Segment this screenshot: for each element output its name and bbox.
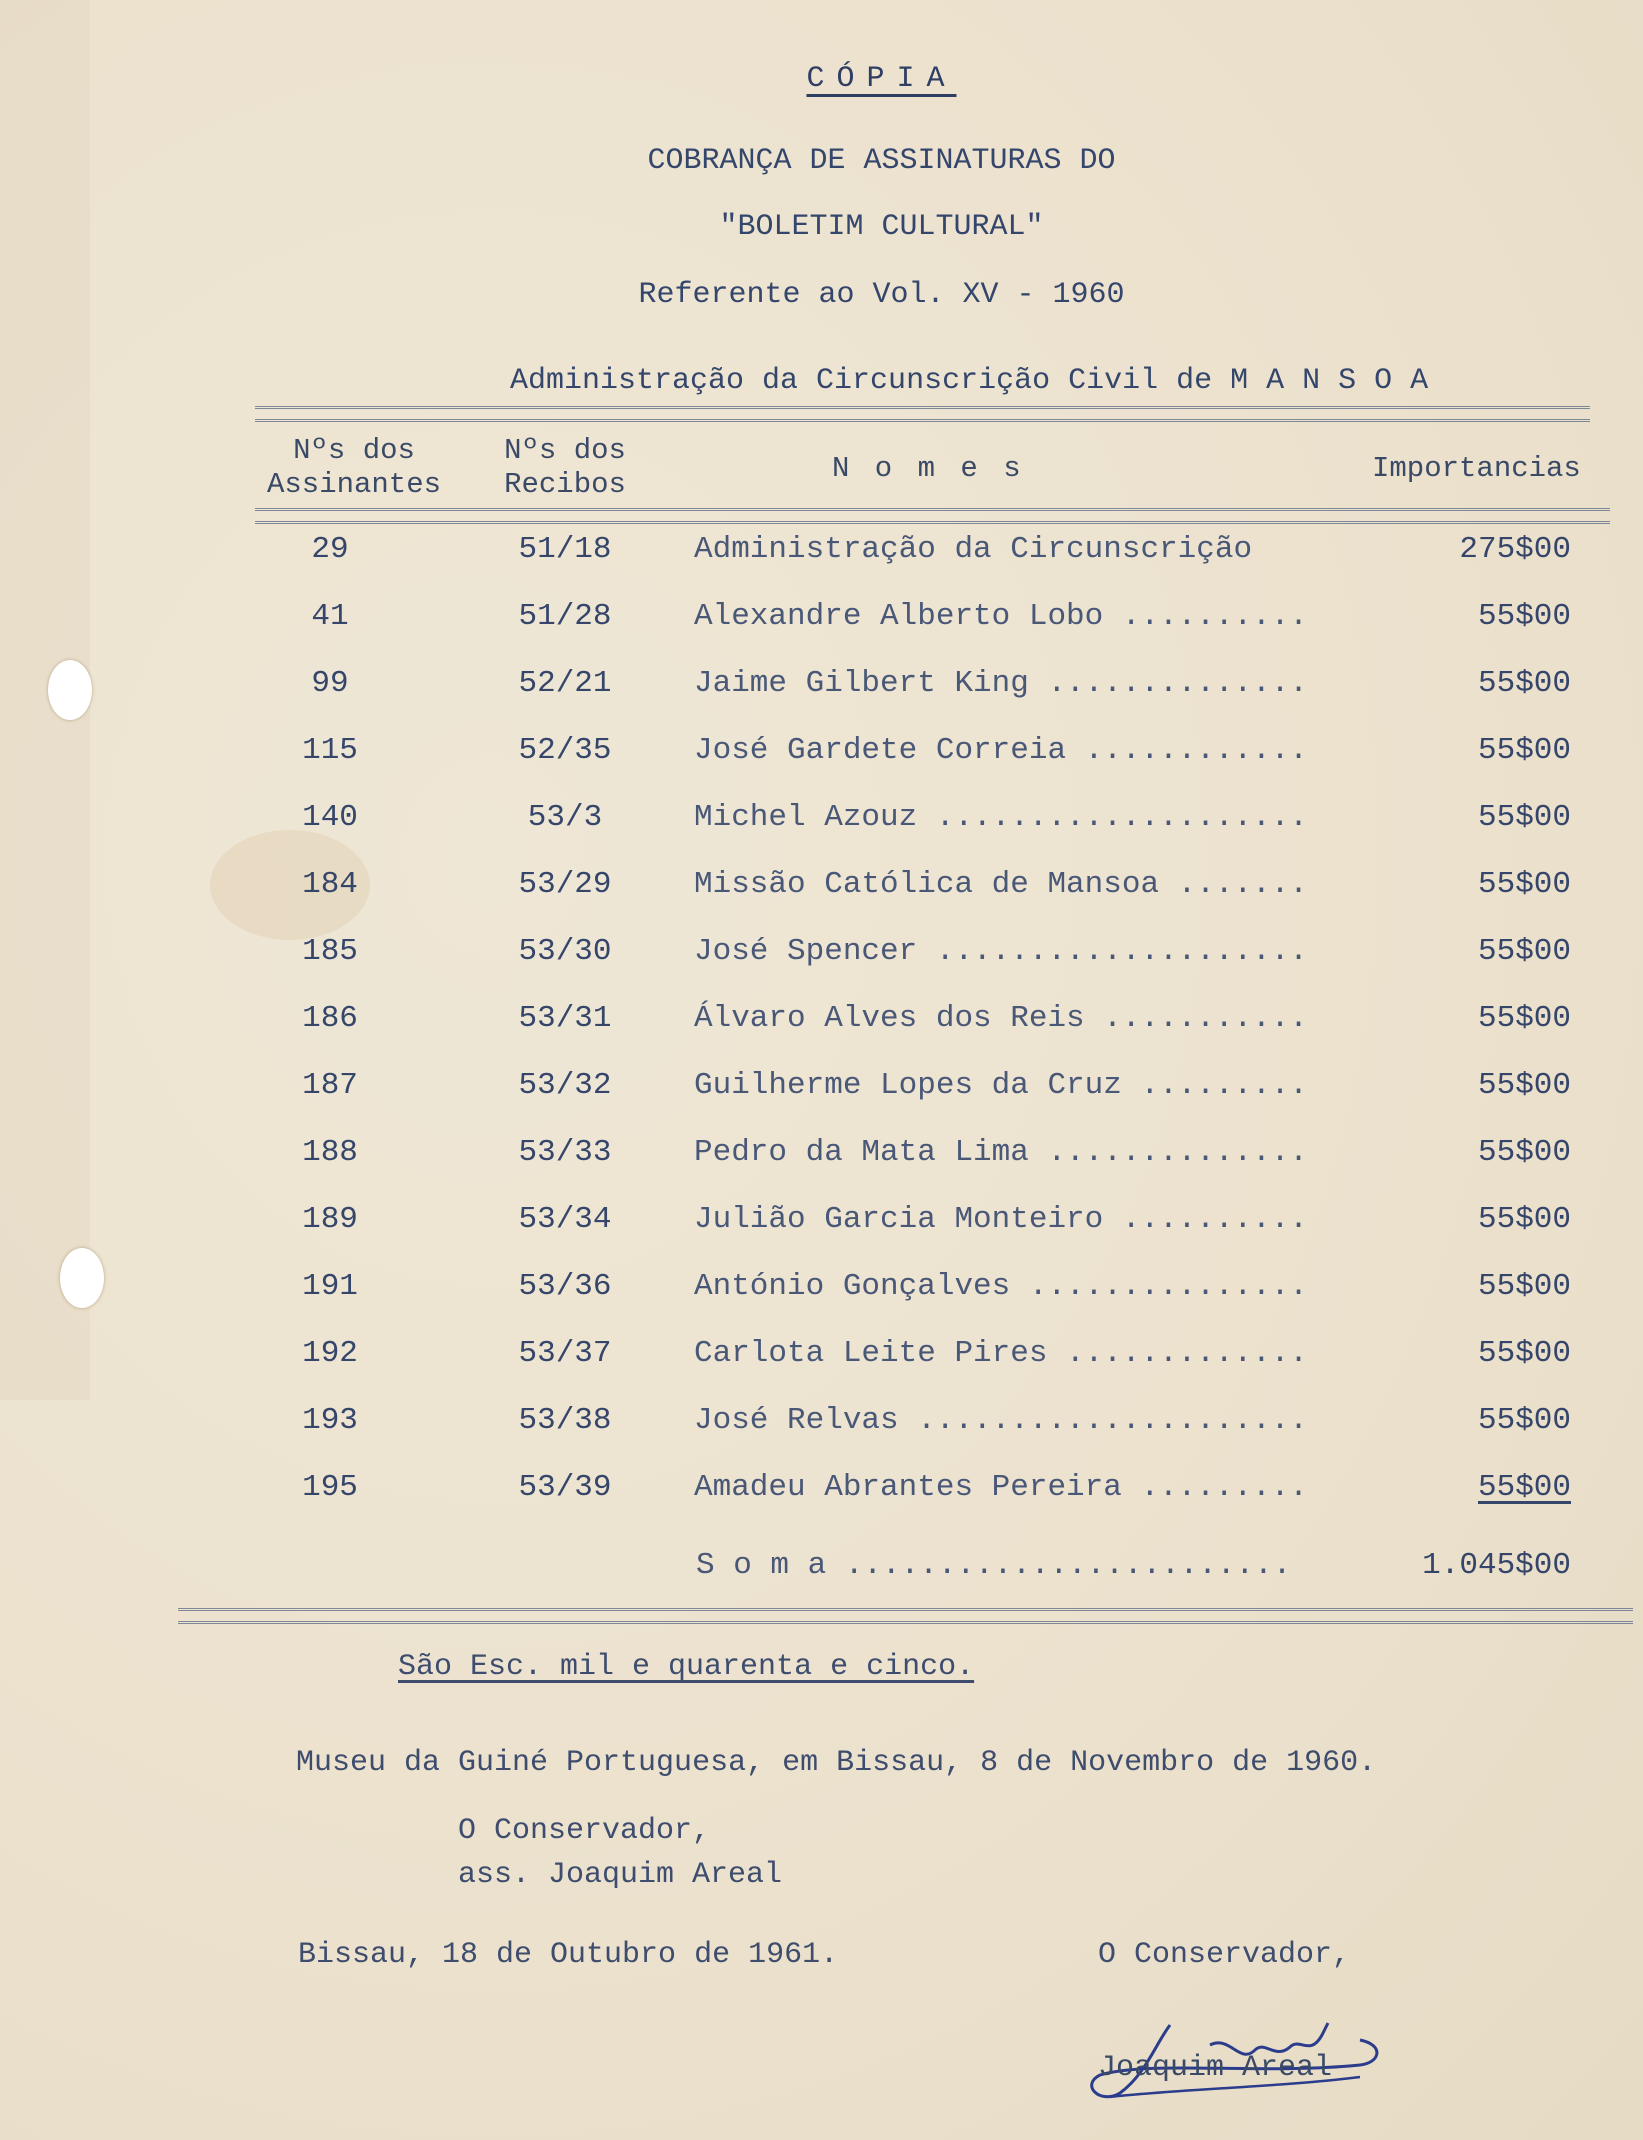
subscriber-number: 41 xyxy=(311,599,349,634)
subscriber-number: 99 xyxy=(311,666,349,701)
receipt-number: 53/34 xyxy=(518,1202,612,1237)
amount: 55$00 xyxy=(1477,934,1571,969)
amount: 55$00 xyxy=(1477,867,1571,902)
heading-line-3: Referente ao Vol. XV - 1960 xyxy=(638,278,1125,312)
amount: 55$00 xyxy=(1477,1269,1571,1304)
subscriber-name: Alexandre Alberto Lobo .......... xyxy=(694,599,1308,634)
subscriber-name: Amadeu Abrantes Pereira ......... xyxy=(694,1470,1308,1505)
receipt-number: 53/33 xyxy=(518,1135,612,1170)
administration-line: Administração da Circunscrição Civil de M A N S O A xyxy=(510,364,1429,398)
column-header-nomes: N o m e s xyxy=(832,452,1025,485)
amount-in-words: São Esc. mil e quarenta e cinco. xyxy=(398,1650,975,1684)
subscriber-number: 193 xyxy=(302,1403,358,1438)
table-row xyxy=(0,733,1643,799)
amount: 55$00 xyxy=(1477,599,1571,634)
subscriber-name: Administração da Circunscrição xyxy=(694,532,1253,567)
receipt-number: 53/31 xyxy=(518,1001,612,1036)
signed-by: ass. Joaquim Areal xyxy=(458,1858,783,1892)
receipt-number: 53/39 xyxy=(518,1470,612,1505)
conservador-title: O Conservador, xyxy=(458,1814,711,1848)
subscriber-name: Pedro da Mata Lima .............. xyxy=(694,1135,1308,1170)
amount: 55$00 xyxy=(1477,1470,1571,1505)
heading-line-2: "BOLETIM CULTURAL" xyxy=(719,210,1044,244)
amount: 55$00 xyxy=(1477,1135,1571,1170)
amount: 55$00 xyxy=(1477,1068,1571,1103)
subscriber-name: José Relvas ..................... xyxy=(694,1403,1308,1438)
receipt-number: 51/18 xyxy=(518,532,612,567)
receipt-number: 53/37 xyxy=(518,1336,612,1371)
table-row xyxy=(0,800,1643,866)
amount: 55$00 xyxy=(1477,1001,1571,1036)
amount: 55$00 xyxy=(1477,733,1571,768)
subscriber-number: 192 xyxy=(302,1336,358,1371)
receipt-number: 51/28 xyxy=(518,599,612,634)
subscriber-name: Missão Católica de Mansoa ....... xyxy=(694,867,1308,902)
subscriber-name: Carlota Leite Pires ............. xyxy=(694,1336,1308,1371)
amount: 55$00 xyxy=(1477,666,1571,701)
place-and-date: Museu da Guiné Portuguesa, em Bissau, 8 de Novembro de 1960. xyxy=(296,1746,1377,1780)
subscriber-number: 186 xyxy=(302,1001,358,1036)
document-title: CÓPIA xyxy=(806,62,957,96)
subscriber-number: 115 xyxy=(302,733,358,768)
amount: 55$00 xyxy=(1477,1202,1571,1237)
subscriber-number: 187 xyxy=(302,1068,358,1103)
table-row xyxy=(0,867,1643,933)
table-row xyxy=(0,666,1643,732)
subscriber-number: 184 xyxy=(302,867,358,902)
amount: 55$00 xyxy=(1477,1336,1571,1371)
receipt-number: 53/32 xyxy=(518,1068,612,1103)
table-row xyxy=(0,1068,1643,1134)
table-row xyxy=(0,1202,1643,1268)
subscriber-number: 191 xyxy=(302,1269,358,1304)
receipt-number: 53/36 xyxy=(518,1269,612,1304)
receipt-number: 53/29 xyxy=(518,867,612,902)
column-header-assinantes: Nºs dos Assinantes xyxy=(266,434,442,501)
soma-value: 1.045$00 xyxy=(1422,1548,1571,1583)
signature-typed-name: Joaquim Areal xyxy=(1098,2051,1333,2085)
subscriber-number: 185 xyxy=(302,934,358,969)
receipt-number: 53/38 xyxy=(518,1403,612,1438)
subscriber-name: António Gonçalves ............... xyxy=(694,1269,1308,1304)
subscriber-name: Jaime Gilbert King .............. xyxy=(694,666,1308,701)
subscriber-name: Julião Garcia Monteiro .......... xyxy=(694,1202,1308,1237)
table-row xyxy=(0,1403,1643,1469)
table-row xyxy=(0,1135,1643,1201)
table-row xyxy=(0,1336,1643,1402)
subscriber-name: José Gardete Correia ............ xyxy=(694,733,1308,768)
table-row xyxy=(0,599,1643,665)
copy-date: Bissau, 18 de Outubro de 1961. xyxy=(298,1938,839,1972)
table-row xyxy=(0,1001,1643,1067)
subscriber-name: Michel Azouz .................... xyxy=(694,800,1308,835)
amount: 55$00 xyxy=(1477,1403,1571,1438)
subscriber-number: 29 xyxy=(311,532,349,567)
column-header-recibos: Nºs dos Recibos xyxy=(504,434,626,501)
soma-label: S o m a ........................ xyxy=(696,1548,1292,1583)
receipt-number: 52/21 xyxy=(518,666,612,701)
subscriber-name: Álvaro Alves dos Reis ........... xyxy=(694,1001,1308,1036)
subscriber-number: 195 xyxy=(302,1470,358,1505)
double-rule xyxy=(255,508,1610,524)
table-row xyxy=(0,532,1643,598)
subscriber-number: 189 xyxy=(302,1202,358,1237)
heading-line-1: COBRANÇA DE ASSINATURAS DO xyxy=(647,144,1116,178)
conservador-title-2: O Conservador, xyxy=(1098,1938,1351,1972)
receipt-number: 53/30 xyxy=(518,934,612,969)
subscriber-name: José Spencer .................... xyxy=(694,934,1308,969)
table-row xyxy=(0,1269,1643,1335)
amount: 55$00 xyxy=(1477,800,1571,835)
table-row xyxy=(0,1470,1643,1536)
subscriber-number: 140 xyxy=(302,800,358,835)
subscriber-number: 188 xyxy=(302,1135,358,1170)
double-rule xyxy=(255,406,1590,422)
column-header-importancias: Importancias xyxy=(1372,452,1581,485)
table-row xyxy=(0,934,1643,1000)
double-rule xyxy=(178,1608,1633,1624)
handwritten-signature xyxy=(1060,2005,1420,2130)
receipt-number: 52/35 xyxy=(518,733,612,768)
subscriber-name: Guilherme Lopes da Cruz ......... xyxy=(694,1068,1308,1103)
amount: 275$00 xyxy=(1459,532,1571,567)
receipt-number: 53/3 xyxy=(527,800,603,835)
